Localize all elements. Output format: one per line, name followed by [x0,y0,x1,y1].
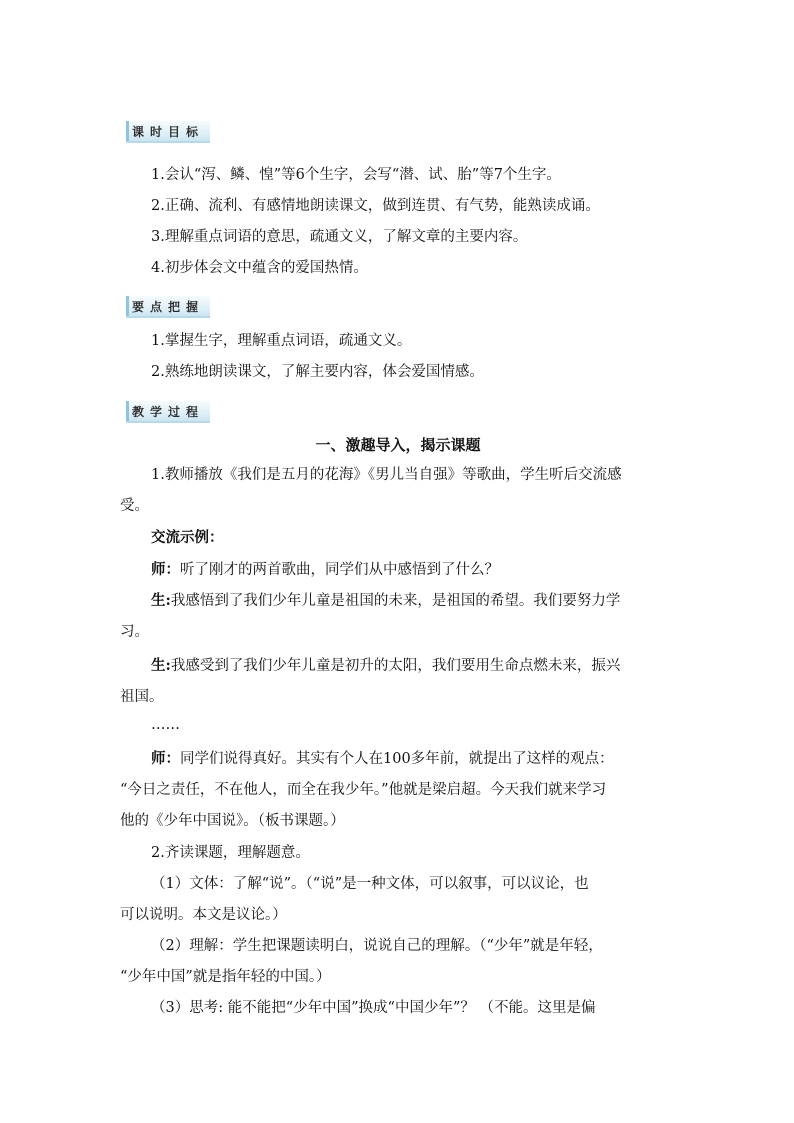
speaker-teacher: 师： [151,750,180,767]
teacher-question [151,560,676,580]
goal-item-3: 3.理解重点词语的意思，疏通文义，了解文章的主要内容。 [151,229,528,245]
sub-item-2-line-2: “少年中国”就是指年轻的中国。） [120,969,331,985]
speaker-teacher: 师： [151,561,180,578]
student-answer-2-line-1 [151,656,676,676]
para-2: 2.齐读课题，理解题意。 [151,845,310,861]
student-answer-2-text: 我感受到了我们少年儿童是初升的太阳，我们要用生命点燃未来，振兴 [170,658,621,674]
para-1-line-2: 受。 [120,498,149,514]
teacher-statement-text: 同学们说得真好。其实有个人在100多年前，就提出了这样的观点： [180,751,614,767]
student-answer-1-line-2: 习。 [120,624,149,640]
key-point-2: 2.熟练地朗读课文，了解主要内容，体会爱国情感。 [151,364,484,380]
student-answer-1-text: 我感悟到了我们少年儿童是祖国的未来，是祖国的希望。我们要努力学 [170,593,621,609]
teacher-statement-line-1 [151,749,676,769]
goal-item-1: 1.会认“泻、鳞、惶”等6个生字，会写“潜、试、胎”等7个生字。 [151,167,561,183]
student-answer-2-line-2: 祖国。 [120,689,164,705]
speaker-student: 生: [151,657,171,674]
example-label: 交流示例： [151,529,224,546]
sub-item-1-line-2: 可以说明。本文是议论。） [120,907,287,923]
section-tag-process: 教学过程 [126,401,210,423]
section-title: 一、激趣导入，揭示课题 [315,436,481,454]
key-point-1: 1.掌握生字，理解重点词语，疏通文义。 [151,333,412,349]
ellipsis: …… [151,717,180,733]
teacher-statement-line-2: “今日之责任，不在他人，而全在我少年。”他就是梁启超。今天我们就来学习 [120,782,607,798]
section-tag-key-points: 要点把握 [126,296,210,318]
goal-item-2: 2.正确、流利、有感情地朗读课文，做到连贯、有气势，能熟读成诵。 [151,198,600,214]
teacher-question-text: 听了刚才的两首歌曲，同学们从中感悟到了什么？ [180,562,499,578]
section-tag-goals: 课时目标 [126,121,210,143]
sub-item-2-line-1: （2）理解：学生把课题读明白，说说自己的理解。（“少年”就是年轻， [151,938,603,954]
teacher-statement-line-3: 他的《少年中国说》。（板书课题。） [120,813,345,829]
para-1-line-1: 1.教师播放《我们是五月的花海》《男儿当自强》等歌曲，学生听后交流感 [151,467,622,483]
sub-item-1-line-1: （1）文体：了解“说”。（“说”是一种文体，可以叙事，可以议论，也 [151,876,589,892]
goal-item-4: 4.初步体会文中蕴含的爱国热情。 [151,260,368,276]
sub-item-3-line-1: （3）思考: 能不能把“少年中国”换成“中国少年”？ （不能。这里是偏 [151,1000,596,1016]
speaker-student: 生: [151,592,171,609]
student-answer-1-line-1 [151,591,676,611]
